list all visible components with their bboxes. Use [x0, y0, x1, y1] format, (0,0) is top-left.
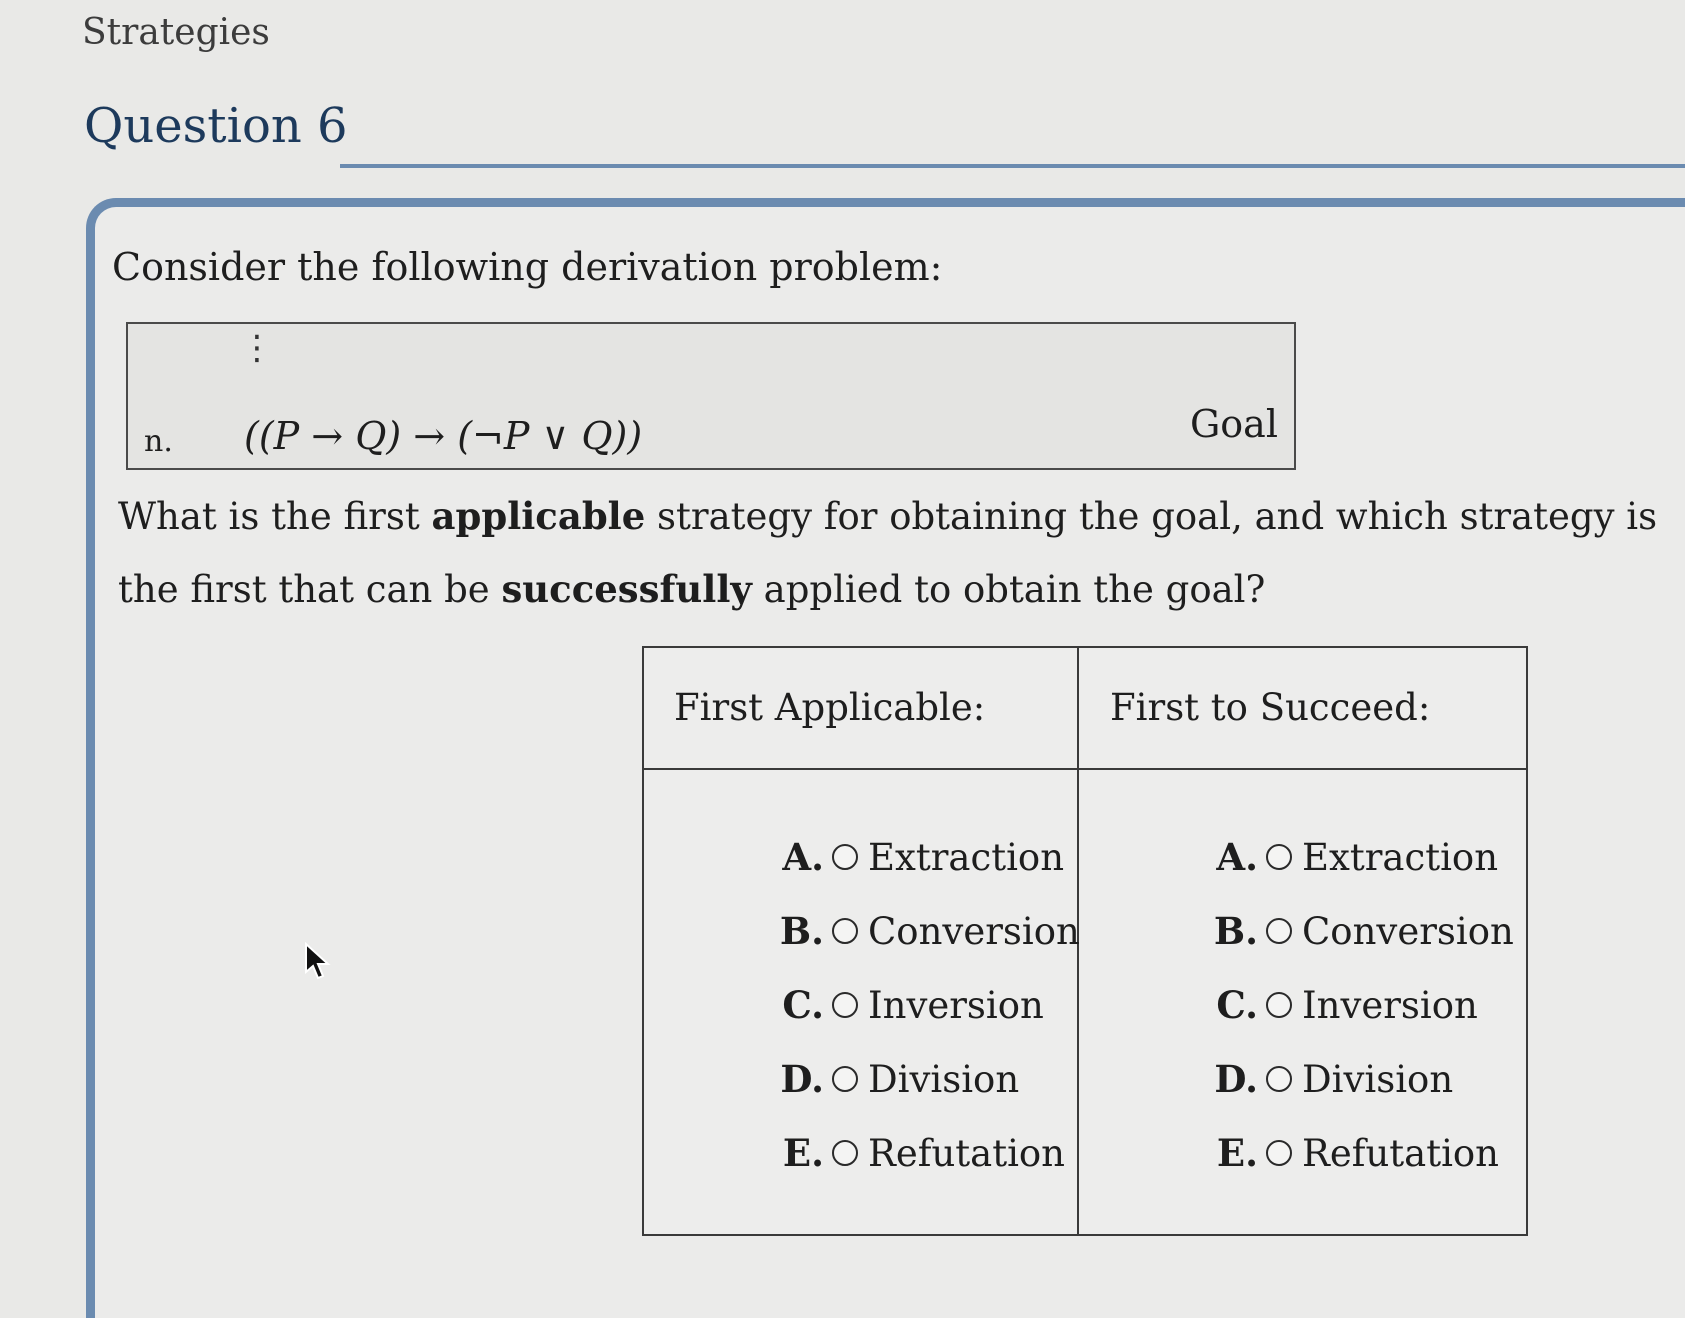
- question-title: Question 6: [84, 98, 348, 154]
- first-to-succeed-option-e[interactable]: [1206, 1116, 1514, 1190]
- first-to-succeed-option-d[interactable]: [1206, 1042, 1514, 1116]
- mouse-pointer-icon: [304, 942, 334, 982]
- radio-circle-icon[interactable]: [1266, 1140, 1292, 1166]
- option-letter: B.: [779, 909, 824, 953]
- radio-circle-icon[interactable]: [832, 918, 858, 944]
- option-letter: A.: [1216, 835, 1258, 879]
- ellipsis-dots: ⋮: [240, 328, 274, 368]
- radio-circle-icon[interactable]: [1266, 844, 1292, 870]
- option-letter: A.: [782, 835, 824, 879]
- radio-circle-icon[interactable]: [1266, 1066, 1292, 1092]
- option-label: Inversion: [1302, 983, 1478, 1027]
- option-label: Inversion: [868, 983, 1044, 1027]
- option-label: Conversion: [868, 909, 1080, 953]
- radio-circle-icon[interactable]: [832, 1140, 858, 1166]
- option-label: Extraction: [1302, 835, 1499, 879]
- radio-circle-icon[interactable]: [1266, 918, 1292, 944]
- first-to-succeed-option-b[interactable]: [1206, 894, 1514, 968]
- option-label: Refutation: [868, 1131, 1066, 1175]
- prompt-bold-applicable: applicable: [431, 494, 646, 538]
- line-number: n.: [144, 424, 173, 459]
- goal-annotation: Goal: [1189, 402, 1278, 446]
- question-prompt: [118, 480, 1678, 626]
- goal-formula: ((P → Q) → (¬P ∨ Q)): [244, 414, 643, 458]
- prompt-part-2: strategy for obtaining the goal, and which strategy is the first that can be: [118, 495, 1658, 611]
- first-applicable-option-d[interactable]: [772, 1042, 1080, 1116]
- option-label: Refutation: [1302, 1131, 1500, 1175]
- first-applicable-option-a[interactable]: [772, 820, 1080, 894]
- radio-circle-icon[interactable]: [1266, 992, 1292, 1018]
- answer-table: [642, 646, 1528, 1236]
- first-to-succeed-option-c[interactable]: [1206, 968, 1514, 1042]
- first-applicable-option-e[interactable]: [772, 1116, 1080, 1190]
- title-divider: [340, 164, 1685, 168]
- intro-text: Consider the following derivation problem:: [112, 245, 943, 289]
- option-letter: D.: [780, 1057, 824, 1101]
- first-applicable-options: [772, 820, 1080, 1190]
- derivation-box: [126, 322, 1296, 470]
- option-label: Extraction: [868, 835, 1065, 879]
- option-letter: D.: [1214, 1057, 1258, 1101]
- option-label: Conversion: [1302, 909, 1514, 953]
- first-applicable-option-c[interactable]: [772, 968, 1080, 1042]
- prompt-bold-successfully: successfully: [501, 567, 752, 611]
- option-label: Division: [868, 1057, 1020, 1101]
- option-letter: C.: [1216, 983, 1258, 1027]
- option-letter: E.: [782, 1131, 824, 1175]
- first-to-succeed-option-a[interactable]: [1206, 820, 1514, 894]
- prompt-part-1: What is the first: [118, 495, 432, 538]
- option-label: Division: [1302, 1057, 1454, 1101]
- prompt-part-3: applied to obtain the goal?: [751, 568, 1266, 611]
- first-to-succeed-header: First to Succeed:: [1110, 686, 1431, 729]
- radio-circle-icon[interactable]: [832, 992, 858, 1018]
- option-letter: C.: [782, 983, 824, 1027]
- first-applicable-header: First Applicable:: [674, 686, 986, 729]
- option-letter: B.: [1213, 909, 1258, 953]
- first-applicable-option-b[interactable]: [772, 894, 1080, 968]
- section-label: Strategies: [82, 12, 270, 53]
- radio-circle-icon[interactable]: [832, 844, 858, 870]
- option-letter: E.: [1216, 1131, 1258, 1175]
- radio-circle-icon[interactable]: [832, 1066, 858, 1092]
- header-divider: [644, 768, 1526, 770]
- first-to-succeed-options: [1206, 820, 1514, 1190]
